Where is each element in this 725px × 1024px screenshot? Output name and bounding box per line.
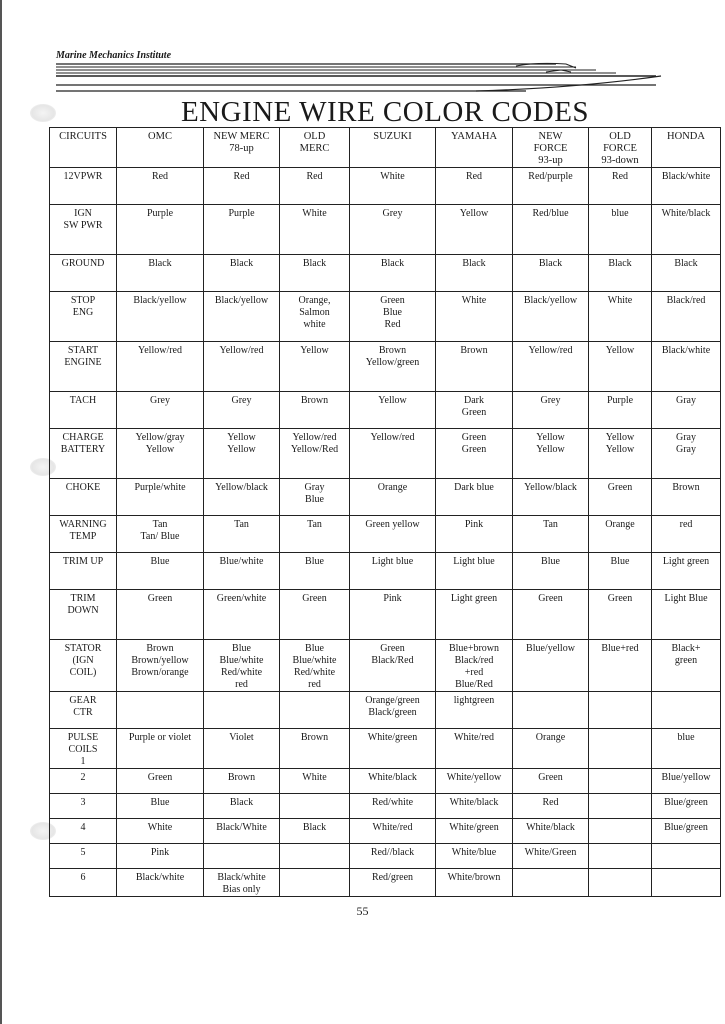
table-row xyxy=(50,168,721,205)
table-row xyxy=(50,794,721,819)
color-code-cell: lightgreen xyxy=(436,692,513,729)
color-code-cell: Black/yellow xyxy=(117,292,204,342)
circuit-label: TACH xyxy=(50,392,117,429)
color-code-cell xyxy=(652,692,721,729)
color-code-cell: Orange/green Black/green xyxy=(350,692,436,729)
color-code-cell: Green Blue Red xyxy=(350,292,436,342)
color-code-cell xyxy=(280,869,350,897)
color-code-cell: Purple xyxy=(204,205,280,255)
color-code-cell: Green xyxy=(589,590,652,640)
color-code-cell: Black xyxy=(436,255,513,292)
color-code-cell: Red xyxy=(513,794,589,819)
color-code-cell: Blue+brown Black/red +red Blue/Red xyxy=(436,640,513,692)
color-code-cell xyxy=(280,794,350,819)
col-header-circuits: CIRCUITS xyxy=(50,128,117,168)
circuit-label: GROUND xyxy=(50,255,117,292)
circuit-label: PULSE COILS 1 xyxy=(50,729,117,769)
table-row xyxy=(50,479,721,516)
table-row xyxy=(50,429,721,479)
color-code-cell xyxy=(513,869,589,897)
color-code-cell: Yellow/red xyxy=(204,342,280,392)
color-code-cell: Yellow/red xyxy=(117,342,204,392)
color-code-cell: Yellow xyxy=(589,342,652,392)
color-code-cell: Pink xyxy=(117,844,204,869)
color-code-cell: Green xyxy=(280,590,350,640)
color-code-cell: Yellow/red Yellow/Red xyxy=(280,429,350,479)
color-code-cell: Blue/yellow xyxy=(652,769,721,794)
color-code-cell: Brown xyxy=(204,769,280,794)
color-code-cell: White/black xyxy=(436,794,513,819)
table-row xyxy=(50,392,721,429)
color-code-cell: White/green xyxy=(436,819,513,844)
col-header-honda: HONDA xyxy=(652,128,721,168)
color-code-cell: Brown xyxy=(280,729,350,769)
color-code-cell: Yellow Yellow xyxy=(513,429,589,479)
color-code-cell xyxy=(204,692,280,729)
color-code-cell: Blue/green xyxy=(652,794,721,819)
color-code-cell: Black/white xyxy=(117,869,204,897)
table-header-row xyxy=(50,128,721,168)
circuit-label: CHARGE BATTERY xyxy=(50,429,117,479)
circuit-label: START ENGINE xyxy=(50,342,117,392)
color-code-cell: Green Green xyxy=(436,429,513,479)
color-code-cell: Black/white xyxy=(652,342,721,392)
color-code-cell: Blue xyxy=(589,553,652,590)
color-code-cell: Blue Blue/white Red/white red xyxy=(204,640,280,692)
color-code-cell: blue xyxy=(589,205,652,255)
circuit-label: STATOR (IGN COIL) xyxy=(50,640,117,692)
table-row xyxy=(50,255,721,292)
color-code-cell: White xyxy=(436,292,513,342)
color-code-cell: Yellow/black xyxy=(513,479,589,516)
color-code-cell: Black/White xyxy=(204,819,280,844)
color-code-cell: Dark Green xyxy=(436,392,513,429)
table-row xyxy=(50,640,721,692)
table-row xyxy=(50,819,721,844)
color-code-cell: White xyxy=(117,819,204,844)
circuit-label: 6 xyxy=(50,869,117,897)
circuit-label: TRIM DOWN xyxy=(50,590,117,640)
color-code-cell: Yellow Yellow xyxy=(589,429,652,479)
color-code-cell: Red/white xyxy=(350,794,436,819)
color-code-cell: Black/yellow xyxy=(204,292,280,342)
col-header-new-merc: NEW MERC 78-up xyxy=(204,128,280,168)
color-code-cell: White/yellow xyxy=(436,769,513,794)
color-code-cell xyxy=(589,769,652,794)
table-row xyxy=(50,342,721,392)
color-code-cell xyxy=(652,869,721,897)
table-row xyxy=(50,769,721,794)
color-code-cell: Gray xyxy=(652,392,721,429)
color-code-cell: Blue/white xyxy=(204,553,280,590)
color-code-cell: Black xyxy=(117,255,204,292)
color-code-cell: Black xyxy=(204,794,280,819)
table-row xyxy=(50,729,721,769)
page-number: 55 xyxy=(356,904,369,918)
color-code-cell: Light Blue xyxy=(652,590,721,640)
color-code-cell: Green/white xyxy=(204,590,280,640)
color-code-cell: Purple/white xyxy=(117,479,204,516)
col-header-old-force: OLD FORCE 93-down xyxy=(589,128,652,168)
color-code-cell: White/black xyxy=(350,769,436,794)
table-row xyxy=(50,844,721,869)
color-code-cell: Green xyxy=(513,769,589,794)
color-code-cell: Orange xyxy=(589,516,652,553)
color-code-cell xyxy=(589,869,652,897)
color-code-cell xyxy=(589,844,652,869)
color-code-cell: Orange xyxy=(513,729,589,769)
color-code-cell: Red/blue xyxy=(513,205,589,255)
color-code-cell xyxy=(589,794,652,819)
color-code-cell: Grey xyxy=(513,392,589,429)
color-code-cell: Red xyxy=(280,168,350,205)
table-row xyxy=(50,692,721,729)
color-code-cell: Light blue xyxy=(436,553,513,590)
color-code-cell: Purple xyxy=(117,205,204,255)
color-code-cell: red xyxy=(652,516,721,553)
color-code-cell xyxy=(589,692,652,729)
color-code-cell: White/Green xyxy=(513,844,589,869)
header-rule-graphic xyxy=(56,58,666,100)
color-code-cell xyxy=(280,844,350,869)
color-code-cell: Blue xyxy=(117,553,204,590)
color-code-cell: Tan xyxy=(513,516,589,553)
color-code-cell: Yellow/red xyxy=(350,429,436,479)
color-code-cell: Brown xyxy=(436,342,513,392)
circuit-label: IGN SW PWR xyxy=(50,205,117,255)
color-code-cell: Yellow/gray Yellow xyxy=(117,429,204,479)
color-code-cell: Purple or violet xyxy=(117,729,204,769)
col-header-new-force: NEW FORCE 93-up xyxy=(513,128,589,168)
color-code-cell: Green yellow xyxy=(350,516,436,553)
page-title: ENGINE WIRE COLOR CODES xyxy=(180,96,590,128)
col-header-omc: OMC xyxy=(117,128,204,168)
institute-name: Marine Mechanics Institute xyxy=(56,50,172,61)
color-code-cell: Black xyxy=(204,255,280,292)
color-code-cell: Green Black/Red xyxy=(350,640,436,692)
color-code-cell: Light blue xyxy=(350,553,436,590)
wire-color-table xyxy=(49,127,721,897)
color-code-cell xyxy=(513,692,589,729)
color-code-cell: Gray Blue xyxy=(280,479,350,516)
color-code-cell: Black xyxy=(589,255,652,292)
color-code-cell: Violet xyxy=(204,729,280,769)
circuit-label: 2 xyxy=(50,769,117,794)
circuit-label: TRIM UP xyxy=(50,553,117,590)
color-code-cell xyxy=(117,692,204,729)
color-code-cell: Blue/green xyxy=(652,819,721,844)
color-code-cell: Black xyxy=(280,255,350,292)
col-header-old-merc: OLD MERC xyxy=(280,128,350,168)
circuit-label: WARNING TEMP xyxy=(50,516,117,553)
table-row xyxy=(50,516,721,553)
color-code-cell: Black xyxy=(280,819,350,844)
color-code-cell: Grey xyxy=(350,205,436,255)
color-code-cell: Brown xyxy=(652,479,721,516)
color-code-cell: blue xyxy=(652,729,721,769)
color-code-cell: Red xyxy=(117,168,204,205)
color-code-cell: Pink xyxy=(350,590,436,640)
color-code-cell: Brown Brown/yellow Brown/orange xyxy=(117,640,204,692)
color-code-cell: Yellow Yellow xyxy=(204,429,280,479)
color-code-cell: Green xyxy=(117,769,204,794)
color-code-cell: Green xyxy=(589,479,652,516)
color-code-cell xyxy=(589,819,652,844)
color-code-cell: Dark blue xyxy=(436,479,513,516)
color-code-cell: Green xyxy=(117,590,204,640)
color-code-cell: White/blue xyxy=(436,844,513,869)
table-row xyxy=(50,553,721,590)
table-row xyxy=(50,869,721,897)
color-code-cell: Tan Tan/ Blue xyxy=(117,516,204,553)
color-code-cell: Black/white Bias only xyxy=(204,869,280,897)
color-code-cell: White/red xyxy=(436,729,513,769)
color-code-cell: Blue Blue/white Red/white red xyxy=(280,640,350,692)
color-code-cell: Black xyxy=(513,255,589,292)
color-code-cell: Pink xyxy=(436,516,513,553)
color-code-cell: Yellow/black xyxy=(204,479,280,516)
color-code-cell: Red//black xyxy=(350,844,436,869)
color-code-cell: Yellow xyxy=(280,342,350,392)
color-code-cell: Orange, Salmon white xyxy=(280,292,350,342)
color-code-cell: Gray Gray xyxy=(652,429,721,479)
color-code-cell: Red xyxy=(589,168,652,205)
col-header-suzuki: SUZUKI xyxy=(350,128,436,168)
color-code-cell: Black xyxy=(350,255,436,292)
table-row xyxy=(50,292,721,342)
color-code-cell: Yellow/red xyxy=(513,342,589,392)
circuit-label: 4 xyxy=(50,819,117,844)
color-code-cell xyxy=(652,844,721,869)
color-code-cell xyxy=(589,729,652,769)
color-code-cell: Brown xyxy=(280,392,350,429)
color-code-cell: White/brown xyxy=(436,869,513,897)
page-edge xyxy=(0,0,2,1024)
color-code-cell: Tan xyxy=(280,516,350,553)
color-code-cell: Blue xyxy=(280,553,350,590)
table-row xyxy=(50,590,721,640)
color-code-cell: White/black xyxy=(513,819,589,844)
col-header-yamaha: YAMAHA xyxy=(436,128,513,168)
table-row xyxy=(50,205,721,255)
color-code-cell: Red xyxy=(204,168,280,205)
color-code-cell: White xyxy=(589,292,652,342)
color-code-cell xyxy=(280,692,350,729)
color-code-cell: Grey xyxy=(204,392,280,429)
color-code-cell: Red xyxy=(436,168,513,205)
color-code-cell: Grey xyxy=(117,392,204,429)
color-code-cell: White/red xyxy=(350,819,436,844)
circuit-label: 12VPWR xyxy=(50,168,117,205)
color-code-cell: Tan xyxy=(204,516,280,553)
color-code-cell: White xyxy=(350,168,436,205)
color-code-cell: Black xyxy=(652,255,721,292)
circuit-label: 5 xyxy=(50,844,117,869)
circuit-label: CHOKE xyxy=(50,479,117,516)
circuit-label: GEAR CTR xyxy=(50,692,117,729)
color-code-cell: Black/yellow xyxy=(513,292,589,342)
color-code-cell: Orange xyxy=(350,479,436,516)
color-code-cell: Blue+red xyxy=(589,640,652,692)
color-code-cell: Brown Yellow/green xyxy=(350,342,436,392)
color-code-cell: Red/purple xyxy=(513,168,589,205)
color-code-cell: Red/green xyxy=(350,869,436,897)
color-code-cell xyxy=(204,844,280,869)
color-code-cell: Green xyxy=(513,590,589,640)
circuit-label: 3 xyxy=(50,794,117,819)
color-code-cell: Light green xyxy=(436,590,513,640)
circuit-label: STOP ENG xyxy=(50,292,117,342)
color-code-cell: Blue xyxy=(117,794,204,819)
color-code-cell: Black/red xyxy=(652,292,721,342)
color-code-cell: White/green xyxy=(350,729,436,769)
color-code-cell: White xyxy=(280,205,350,255)
color-code-cell: Yellow xyxy=(350,392,436,429)
color-code-cell: White/black xyxy=(652,205,721,255)
color-code-cell: Light green xyxy=(652,553,721,590)
color-code-cell: Black+ green xyxy=(652,640,721,692)
color-code-cell: Blue xyxy=(513,553,589,590)
color-code-cell: Blue/yellow xyxy=(513,640,589,692)
color-code-cell: Yellow xyxy=(436,205,513,255)
color-code-cell: White xyxy=(280,769,350,794)
color-code-cell: Purple xyxy=(589,392,652,429)
color-code-cell: Black/white xyxy=(652,168,721,205)
